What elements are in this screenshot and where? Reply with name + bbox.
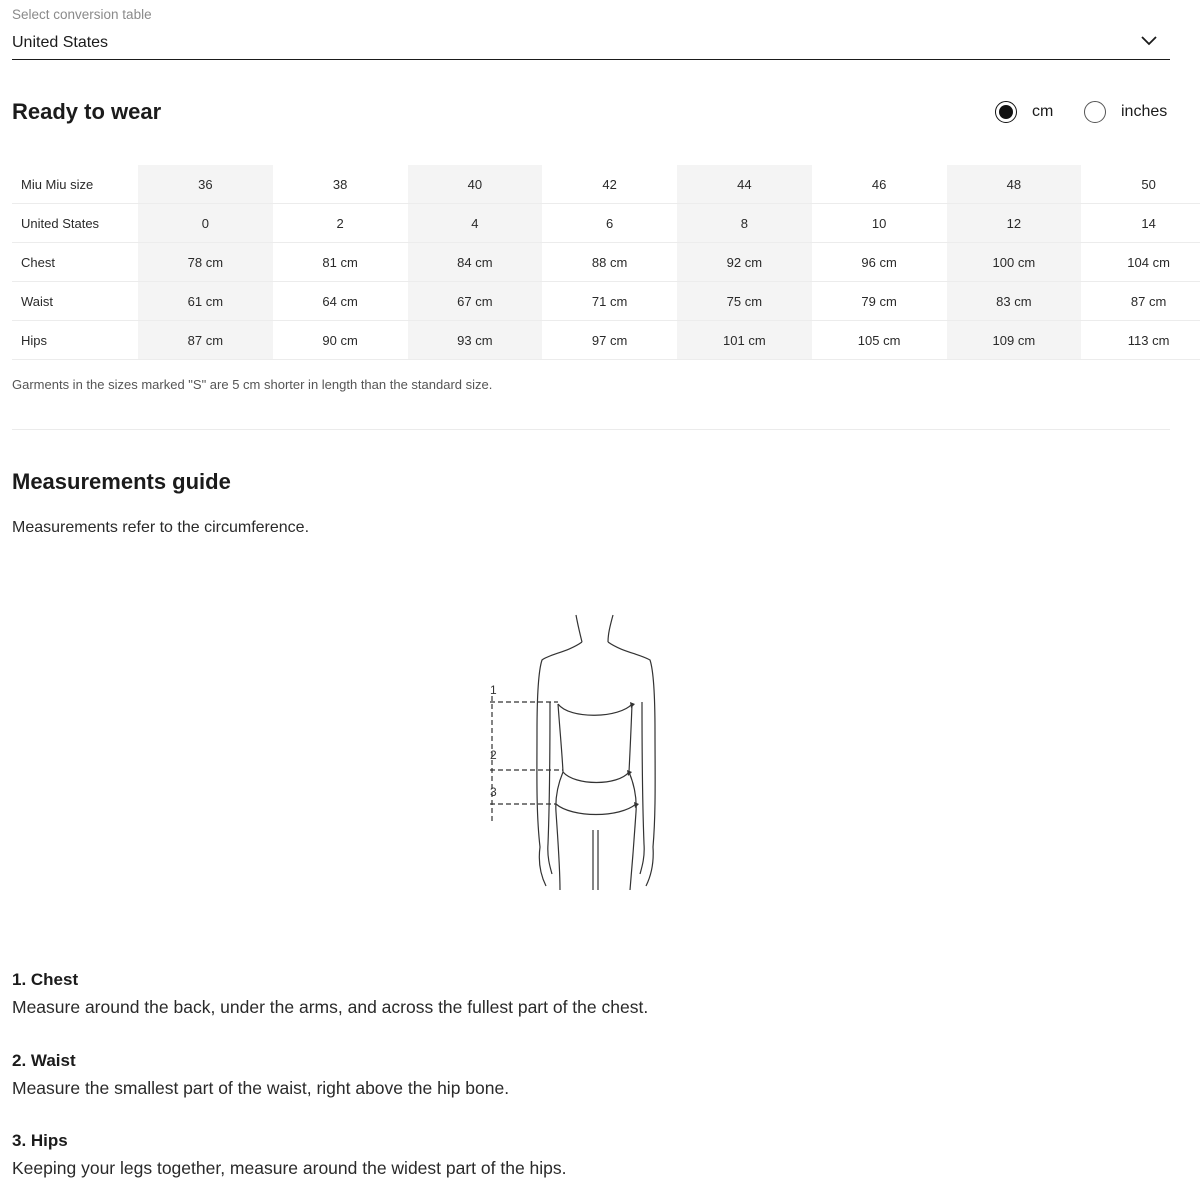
table-cell: 40 [408, 165, 543, 204]
table-cell: 42 [542, 165, 677, 204]
divider [12, 429, 1170, 430]
select-underline [12, 59, 1170, 60]
table-cell: 90 cm [273, 321, 408, 360]
table-cell: 81 cm [273, 243, 408, 282]
section-title-ready-to-wear: Ready to wear [12, 99, 162, 124]
table-cell: 38 [273, 165, 408, 204]
guide-item-title-hips: 3. Hips [12, 1131, 68, 1150]
body-measurement-figure [480, 612, 680, 896]
table-cell: 88 cm [542, 243, 677, 282]
table-cell: 97 cm [542, 321, 677, 360]
size-table [12, 165, 1200, 360]
table-cell: 96 cm [812, 243, 947, 282]
table-cell: 105 cm [812, 321, 947, 360]
table-cell: 78 cm [138, 243, 273, 282]
table-cell: 93 cm [408, 321, 543, 360]
table-row [12, 243, 1200, 282]
table-row [12, 321, 1200, 360]
table-cell: 36 [138, 165, 273, 204]
figure-label-2: 2 [490, 748, 497, 762]
figure-label-3: 3 [490, 785, 497, 799]
table-cell: 104 cm [1081, 243, 1200, 282]
table-cell: 64 cm [273, 282, 408, 321]
chevron-down-icon[interactable] [1140, 34, 1158, 48]
radio-label-cm[interactable]: cm [1032, 103, 1054, 120]
table-cell: 0 [138, 204, 273, 243]
guide-title: Measurements guide [12, 469, 231, 494]
table-cell: 12 [947, 204, 1082, 243]
table-row [12, 282, 1200, 321]
table-cell: 109 cm [947, 321, 1082, 360]
conversion-select[interactable]: United States [12, 34, 109, 51]
table-cell: 71 cm [542, 282, 677, 321]
table-cell: 101 cm [677, 321, 812, 360]
guide-item-title-waist: 2. Waist [12, 1051, 76, 1070]
table-cell: 79 cm [812, 282, 947, 321]
row-label: Waist [12, 282, 138, 321]
guide-item-title-chest: 1. Chest [12, 970, 79, 989]
table-cell: 50 [1081, 165, 1200, 204]
radio-selected-dot [999, 105, 1013, 119]
guide-subtitle: Measurements refer to the circumference. [12, 519, 310, 536]
radio-inches[interactable] [1084, 101, 1106, 123]
table-cell: 8 [677, 204, 812, 243]
radio-cm[interactable] [995, 101, 1017, 123]
guide-item-text-hips: Keeping your legs together, measure around the widest part of the hips. [12, 1158, 567, 1178]
figure-label-1: 1 [490, 683, 497, 697]
table-row [12, 165, 1200, 204]
table-cell: 14 [1081, 204, 1200, 243]
footnote: Garments in the sizes marked "S" are 5 cm shorter in length than the standard size. [12, 377, 493, 392]
table-cell: 44 [677, 165, 812, 204]
table-cell: 67 cm [408, 282, 543, 321]
row-label: Hips [12, 321, 138, 360]
table-cell: 75 cm [677, 282, 812, 321]
table-cell: 4 [408, 204, 543, 243]
table-cell: 113 cm [1081, 321, 1200, 360]
row-label: Miu Miu size [12, 165, 138, 204]
table-cell: 46 [812, 165, 947, 204]
table-cell: 87 cm [1081, 282, 1200, 321]
table-cell: 10 [812, 204, 947, 243]
table-cell: 6 [542, 204, 677, 243]
table-cell: 84 cm [408, 243, 543, 282]
guide-item-text-waist: Measure the smallest part of the waist, right above the hip bone. [12, 1078, 510, 1098]
table-cell: 2 [273, 204, 408, 243]
guide-item-text-chest: Measure around the back, under the arms, and across the fullest part of the chest. [12, 997, 649, 1017]
row-label: United States [12, 204, 138, 243]
radio-label-inches[interactable]: inches [1121, 103, 1168, 120]
table-cell: 61 cm [138, 282, 273, 321]
table-cell: 83 cm [947, 282, 1082, 321]
table-cell: 100 cm [947, 243, 1082, 282]
table-row [12, 204, 1200, 243]
row-label: Chest [12, 243, 138, 282]
table-cell: 92 cm [677, 243, 812, 282]
select-caption: Select conversion table [12, 7, 152, 22]
table-cell: 48 [947, 165, 1082, 204]
table-cell: 87 cm [138, 321, 273, 360]
